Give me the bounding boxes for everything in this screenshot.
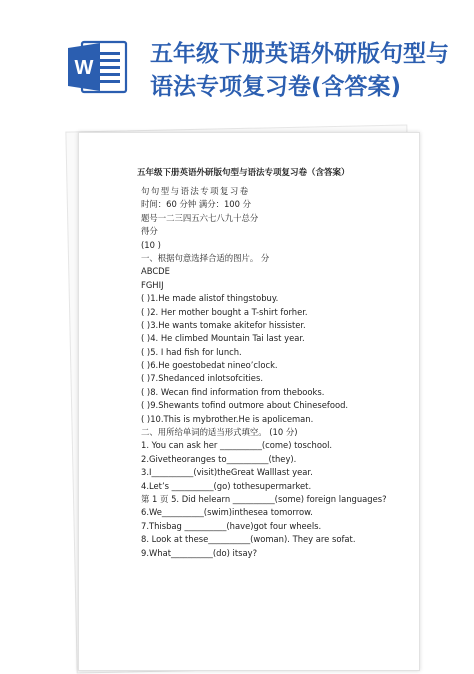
doc-line: ( )3.He wants tomake akitefor hissister. — [141, 319, 306, 330]
doc-line: 4.Let’s __________(go) tothesupermarket. — [141, 480, 312, 491]
header — [0, 0, 474, 130]
svg-text:W: W — [74, 57, 94, 79]
document-title: 五年级下册英语外研版句型与语法专项复习卷（含答案） — [137, 168, 350, 178]
doc-line: 一、根据句意选择合适的图片。 分 — [141, 252, 270, 263]
doc-line: ( )9.Shewants tofind outmore about Chinesefood. — [141, 400, 349, 411]
doc-line: 二、用所给单词的适当形式填空。 (10 分) — [141, 427, 298, 438]
doc-line: 时间：60 分钟 满分：100 分 — [141, 199, 252, 210]
doc-line: ( )10.This is mybrother.He is apoliceman. — [141, 413, 314, 424]
page-title — [150, 38, 460, 104]
doc-line: ( )2. Her mother bought a T-shirt forher. — [141, 306, 308, 317]
doc-line: 第 1 页 5. Did helearn __________(some) foreign languages? — [141, 493, 387, 504]
doc-line: 题号一二三四五六七八九十总分 — [141, 212, 259, 223]
doc-line: 3.I__________(visit)theGreat Walllast year. — [141, 467, 313, 478]
document-page — [78, 132, 420, 671]
title-line-2: 语法专项复习卷(含答案) — [150, 74, 402, 100]
doc-line: ( )6.He goestobedat nineo’clock. — [141, 360, 278, 371]
doc-line: ( )4. He climbed Mountain Tai last year. — [141, 333, 305, 344]
doc-line: ( )7.Shedanced inlotsofcities. — [141, 373, 263, 384]
doc-line: 1. You can ask her __________(come) toschool. — [141, 440, 333, 451]
doc-line: 2.Givetheoranges to__________(they). — [141, 453, 297, 464]
doc-line: 8. Look at these__________(woman). They are sofat. — [141, 534, 356, 545]
doc-line: (10 ) — [141, 239, 161, 250]
doc-line: 6.We__________(swim)inthesea tomorrow. — [141, 507, 313, 518]
doc-line: FGHIJ — [141, 279, 164, 290]
doc-line: ( )8. Wecan find information from thebooks. — [141, 386, 325, 397]
doc-line: 得分 — [141, 226, 158, 237]
doc-line: 7.Thisbag __________(have)got four wheels. — [141, 520, 322, 531]
document-body — [141, 185, 411, 560]
doc-line: ( )5. I had fish for lunch. — [141, 346, 242, 357]
doc-line: 句句型与语法专项复习卷 — [141, 186, 250, 196]
title-line-1: 五年级下册英语外研版句型与 — [150, 41, 449, 67]
doc-line: ( )1.He made alistof thingstobuy. — [141, 293, 279, 304]
word-document-icon — [68, 40, 130, 94]
doc-line: 9.What__________(do) itsay? — [141, 547, 258, 558]
doc-line: ABCDE — [141, 266, 170, 277]
